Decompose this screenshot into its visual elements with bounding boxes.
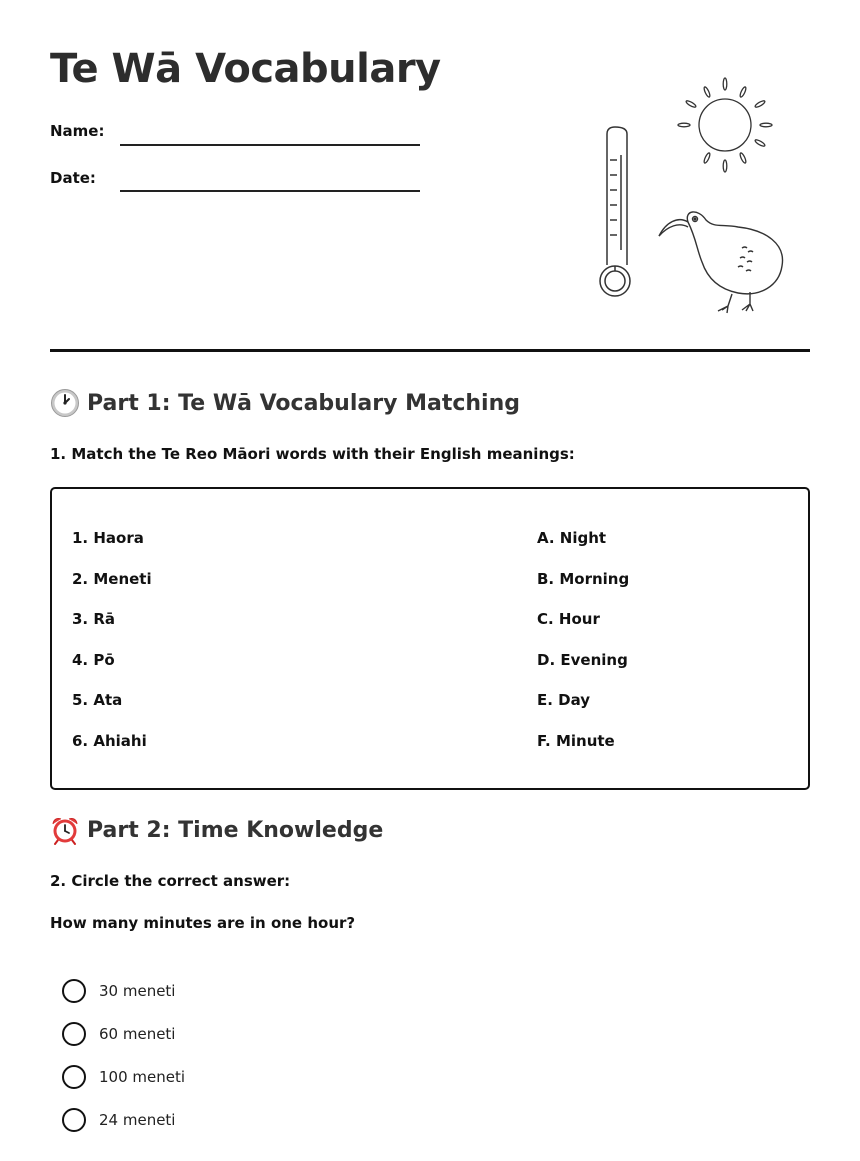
radio-circle[interactable] [62,1065,86,1089]
thermometer-icon [600,127,630,296]
part2-heading [50,815,383,845]
part1-heading [50,388,520,418]
part1-instruction: 1. Match the Te Reo Māori words with their English meanings: [50,445,575,463]
match-left-item: 2. Meneti [72,570,152,588]
answer-option[interactable] [60,1064,185,1090]
kiwi-bird-icon [659,212,783,313]
match-left-item: 3. Rā [72,610,116,628]
date-label: Date: [50,169,96,187]
match-left-item: 5. Ata [72,691,123,709]
clock-icon [50,388,80,418]
part2-title: Part 2: Time Knowledge [87,817,384,843]
alarm-clock-icon [50,815,80,845]
radio-circle[interactable] [62,1022,86,1046]
page-title: Te Wā Vocabulary [50,46,441,92]
question-text: How many minutes are in one hour? [50,914,356,932]
match-right-item: E. Day [537,691,591,709]
date-field[interactable] [120,190,420,192]
answer-option[interactable] [60,1021,175,1047]
part1-title: Part 1: Te Wā Vocabulary Matching [87,390,520,416]
weather-illustration [580,70,800,320]
match-right-item: A. Night [537,529,607,547]
match-right-item: C. Hour [537,610,600,628]
answer-option[interactable] [60,978,175,1004]
answer-option-label: 30 meneti [99,982,176,1000]
answer-option-label: 24 meneti [99,1111,176,1129]
radio-circle[interactable] [62,979,86,1003]
answer-option[interactable] [60,1107,175,1133]
match-right-item: B. Morning [537,570,630,588]
answer-option-label: 100 meneti [99,1068,186,1086]
match-left-item: 6. Ahiahi [72,732,147,750]
radio-circle[interactable] [62,1108,86,1132]
name-label: Name: [50,122,105,140]
part2-instruction: 2. Circle the correct answer: [50,872,291,890]
section-divider [50,349,810,352]
match-left-item: 1. Haora [72,529,144,547]
matching-box [50,487,810,790]
match-right-item: F. Minute [537,732,615,750]
match-left-item: 4. Pō [72,651,115,669]
sun-icon [678,78,772,172]
answer-option-label: 60 meneti [99,1025,176,1043]
name-field[interactable] [120,144,420,146]
match-right-item: D. Evening [537,651,628,669]
